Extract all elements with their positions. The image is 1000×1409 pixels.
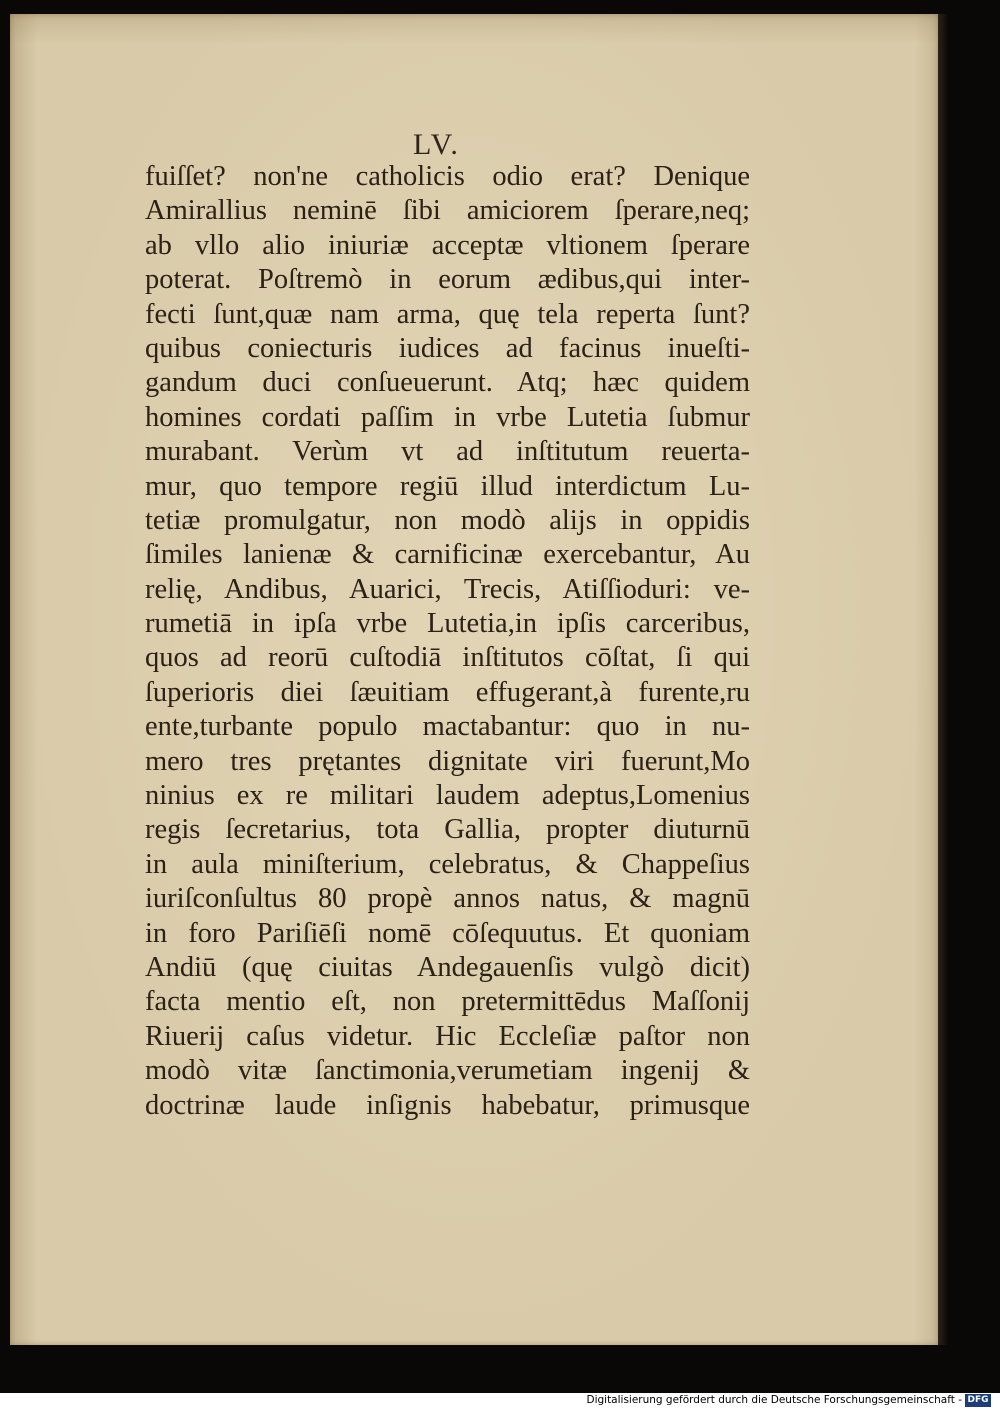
- page-edge-shadow: [938, 14, 948, 1345]
- footer-credit: Digitalisierung gefördert durch die Deutsche Forschungsgemeinschaft -: [586, 1394, 962, 1406]
- text-line: in aula miniſterium, celebratus, & Chappeſius: [145, 848, 750, 880]
- text-line: mur, quo tempore regiū illud interdictum Lu-: [145, 470, 750, 502]
- text-line: tetiæ promulgatur, non modò alijs in oppidis: [145, 504, 750, 536]
- text-line: homines cordati paſſim in vrbe Lutetia ſubmur: [145, 401, 750, 433]
- text-line: ente,turbante populo mactabantur: quo in nu-: [145, 711, 750, 743]
- text-line: poterat. Poſtremò in eorum ædibus,qui inter-: [145, 264, 750, 296]
- text-line: iuriſconſultus 80 propè annos natus, & magnū: [145, 883, 750, 915]
- body-text: [145, 160, 750, 1123]
- text-line: relię, Andibus, Auarici, Trecis, Atiſſioduri: ve-: [145, 573, 750, 605]
- text-line: murabant. Verùm vt ad inſtitutum reuerta-: [145, 436, 750, 468]
- text-line: ſuperioris diei ſæuitiam effugerant,à furente,ru: [145, 676, 750, 708]
- text-line: Amirallius neminē ſibi amiciorem ſperare,neq;: [145, 195, 750, 227]
- text-line: quibus coniecturis iudices ad facinus inueſti-: [145, 332, 750, 364]
- text-line: ab vllo alio iniuriæ acceptæ vltionem ſperare: [145, 229, 750, 261]
- text-line: gandum duci conſueuerunt. Atq; hæc quidem: [145, 367, 750, 399]
- text-line: facta mentio eſt, non pretermittēdus Maſſonij: [145, 986, 750, 1018]
- page-number-header: LV.: [413, 128, 460, 161]
- text-line: ſimiles lanienæ & carnificinæ exercebantur, Au: [145, 539, 750, 571]
- text-line: doctrinæ laude inſignis habebatur, primusque: [145, 1089, 750, 1121]
- text-line: modò vitæ ſanctimonia,verumetiam ingenij &: [145, 1055, 750, 1087]
- text-line: fuiſſet? non'ne catholicis odio erat? Denique: [145, 161, 750, 192]
- text-line: in foro Pariſiēſi nomē cōſequutus. Et quoniam: [145, 917, 750, 949]
- text-line: ninius ex re militari laudem adeptus,Lomenius: [145, 780, 750, 812]
- text-line: Riuerij caſus videtur. Hic Eccleſiæ paſtor non: [145, 1020, 750, 1052]
- text-line: quos ad reorū cuſtodiā inſtitutos cōſtat, ſi qui: [145, 642, 750, 674]
- text-line: Andiū (quę ciuitas Andegauenſis vulgò dicit): [145, 951, 750, 983]
- text-line: mero tres prętantes dignitate viri fuerunt,Mo: [145, 745, 750, 777]
- text-line: fecti ſunt,quæ nam arma, quę tela reperta ſunt?: [145, 298, 750, 330]
- text-line: rumetiā in ipſa vrbe Lutetia,in ipſis carceribus,: [145, 608, 750, 640]
- dfg-logo[interactable]: DFG: [965, 1394, 991, 1407]
- text-line: regis ſecretarius, tota Gallia, propter diuturnū: [145, 814, 750, 846]
